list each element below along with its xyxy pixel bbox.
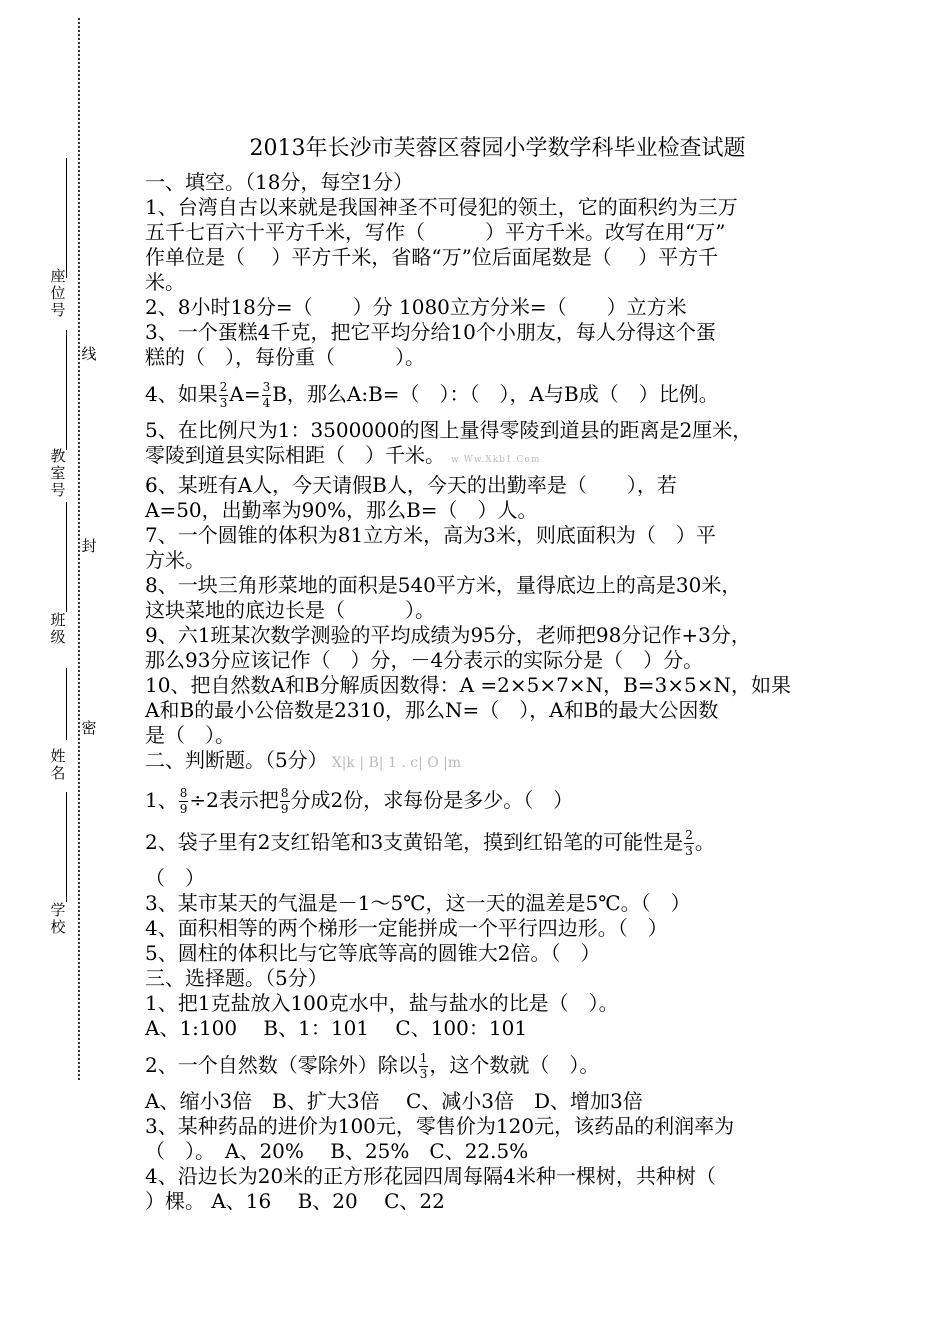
seal-mark-line: 线 <box>81 345 97 363</box>
class-label: 班级 <box>50 611 66 646</box>
fraction: $\frac{1}{3}$ <box>419 1051 428 1081</box>
question-1-10: 10、把自然数A和B分解质因数得：A =2×5×7×N，B=3×5×N，如果 A和B的最小公倍数是2310，那么N=（ ），A和B的最大公因数 是（ ）。 <box>145 673 792 747</box>
section-3-heading: 三、选择题。（5分） <box>145 966 328 990</box>
fraction: $\frac{3}{4}$ <box>262 380 271 410</box>
binding-rule <box>66 502 67 612</box>
question-1-2: 2、8小时18分=（ ）分 1080立方分米=（ ）立方米 <box>145 295 687 319</box>
question-3-2-options: A、缩小3倍 B、扩大3倍 C、减小3倍 D、增加3倍 <box>145 1089 643 1113</box>
question-1-5: 5、在比例尺为1：3500000的图上量得零陵到道县的距离是2厘米， 零陵到道县实际相距（ ）千米。 w Ww.Xkb1.Com <box>145 418 753 467</box>
question-1-6: 6、某班有A人，今天请假B人，今天的出勤率是（ ），若 A=50，出勤率为90%，那么B=（ ）人。 <box>145 473 677 522</box>
question-3-3: 3、某种药品的进价为100元，零售价为120元，该药品的利润率为 （ ）。 A、20% B、25% C、22.5% <box>145 1114 735 1163</box>
binding-rule <box>66 792 67 902</box>
page-title: 2013年长沙市芙蓉区蓉园小学数学科毕业检查试题 <box>249 136 746 161</box>
question-1-7: 7、一个圆锥的体积为81立方米，高为3米，则底面积为（ ）平 方米。 <box>145 523 716 572</box>
question-3-4: 4、沿边长为20米的正方形花园四周每隔4米种一棵树，共种树（ ）棵。 A、16 B、20 C、22 <box>145 1164 716 1213</box>
binding-rule <box>66 158 67 278</box>
question-2-3: 3、某市某天的气温是－1～5℃，这一天的温差是5℃。（ ） <box>145 891 691 915</box>
fraction: $\frac{2}{3}$ <box>685 828 693 858</box>
question-3-1-options: A、1:100 B、1：101 C、100：101 <box>145 1016 528 1040</box>
name-label: 姓名 <box>50 747 66 782</box>
school-label: 学校 <box>50 901 66 936</box>
exam-content <box>145 132 810 1214</box>
question-1-9: 9、六1班某次数学测验的平均成绩为95分，老师把98分记作+3分， 那么93分应该记作（ ）分，－4分表示的实际分是（ ）分。 <box>145 623 751 672</box>
classroom-number-label: 教室号 <box>50 447 66 499</box>
section-2-heading: 二、判断题。（5分） X|k | B| 1 . c| O |m <box>145 748 462 772</box>
question-1-8: 8、一块三角形菜地的面积是540平方米，量得底边上的高是30米， 这块菜地的底边长是（ ）。 <box>145 573 742 622</box>
seal-mark-seal: 封 <box>81 537 97 555</box>
question-2-4: 4、面积相等的两个梯形一定能拼成一个平行四边形。（ ） <box>145 916 668 940</box>
question-1-1: 1、台湾自古以来就是我国神圣不可侵犯的领土，它的面积约为三万 五千七百六十平方千米，写作（ ）平方千米。改写在用“万” 作单位是（ ）平方千米，省略“万”位后面尾数是（ ）平方千 米。 <box>145 195 738 294</box>
watermark-text: w Ww.Xkb1.Com <box>451 455 541 465</box>
question-2-5: 5、圆柱的体积比与它等底等高的圆锥大2倍。（ ） <box>145 941 601 965</box>
question-2-1: 1、 $\frac{8}{9}$ ÷2表示把 $\frac{8}{9}$ 分成2份，求每份是多少。（ ） <box>145 786 574 816</box>
question-3-1: 1、把1克盐放入100克水中，盐与盐水的比是（ ）。 <box>145 991 619 1015</box>
fraction: $\frac{8}{9}$ <box>179 786 188 816</box>
question-2-2: 2、袋子里有2支红铅笔和3支黄铅笔，摸到红铅笔的可能性是 $\frac{2}{3}$ 。 （ ） <box>145 828 715 890</box>
seal-mark-secret: 密 <box>81 719 97 737</box>
seat-number-label: 座位号 <box>50 267 66 319</box>
fraction: $\frac{2}{3}$ <box>219 380 228 410</box>
question-1-3: 3、一个蛋糕4千克，把它平均分给10个小朋友，每人分得这个蛋 糕的（ ），每份重（ ）。 <box>145 320 716 369</box>
fraction: $\frac{8}{9}$ <box>280 786 289 816</box>
question-1-4: 4、如果 $\frac{2}{3}$ A= $\frac{3}{4}$ B，那么A:B=（ ）：（ ），A与B成（ ）比例。 <box>145 380 719 410</box>
binding-rule <box>66 330 67 450</box>
watermark-text: X|k | B| 1 . c| O |m <box>331 755 462 771</box>
section-1-heading: 一、填空。（18分，每空1分） <box>145 170 414 194</box>
question-3-2: 2、一个自然数（零除外）除以 $\frac{1}{3}$ ，这个数就（ ）。 <box>145 1051 600 1081</box>
binding-rule <box>66 668 67 740</box>
